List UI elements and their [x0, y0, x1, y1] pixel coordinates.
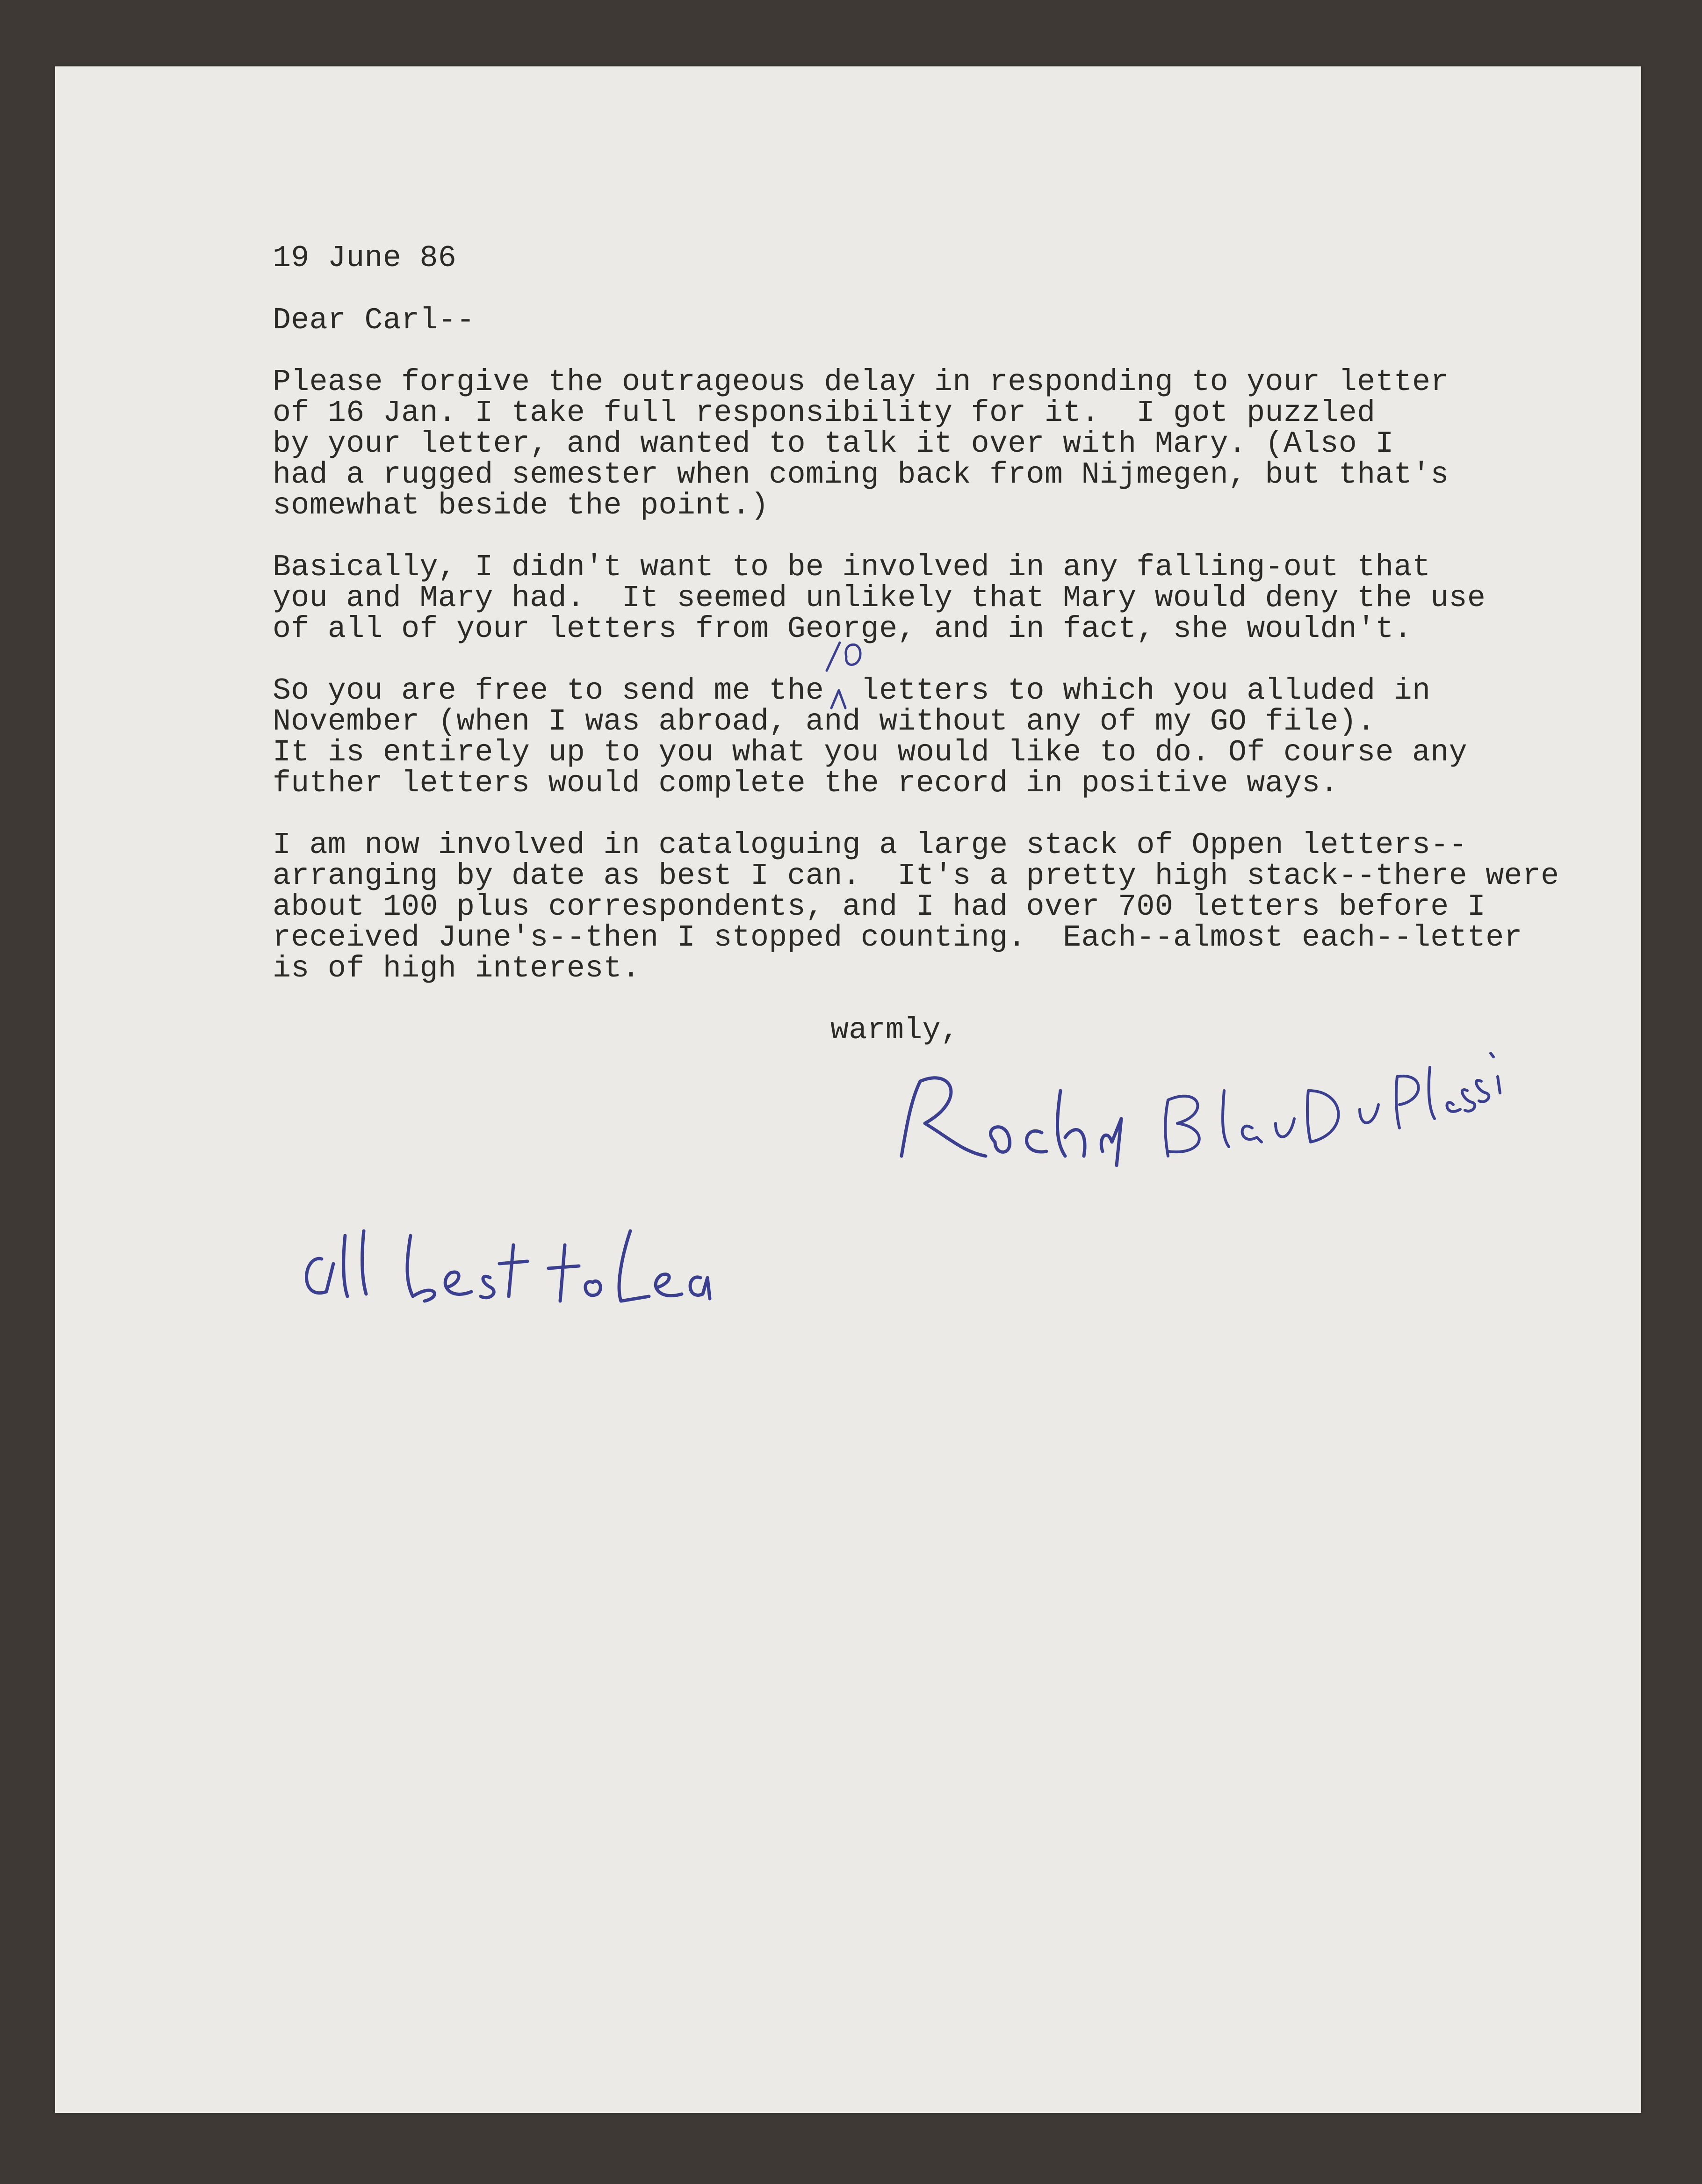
handwritten-postscript — [294, 1208, 714, 1320]
body-line: about 100 plus correspondents, and I had over 700 letters before I — [273, 890, 1486, 924]
letter-salutation: Dear Carl-- — [273, 303, 475, 338]
body-line: So you are free to send me the letters to which you alluded in — [273, 673, 1431, 708]
letter-page — [55, 66, 1641, 2113]
body-line: of all of your letters from George, and in fact, she wouldn't. — [273, 612, 1412, 646]
body-line: had a rugged semester when coming back from Nijmegen, but that's — [273, 457, 1449, 492]
body-line: somewhat beside the point.) — [273, 488, 769, 523]
letter-closing: warmly, — [830, 1013, 959, 1048]
body-line: Please forgive the outrageous delay in responding to your letter — [273, 365, 1449, 399]
handwritten-signature — [887, 1049, 1509, 1184]
body-line: It is entirely up to you what you would like to do. Of course any — [273, 735, 1467, 770]
handwritten-insertion-mark — [817, 638, 883, 713]
body-line: you and Mary had. It seemed unlikely that Mary would deny the use — [273, 581, 1486, 615]
body-line: of 16 Jan. I take full responsibility for it. I got puzzled — [273, 396, 1376, 430]
body-line: November (when I was abroad, and without any of my GO file). — [273, 704, 1376, 739]
body-line: is of high interest. — [273, 951, 641, 986]
body-line: by your letter, and wanted to talk it over with Mary. (Also I — [273, 427, 1394, 461]
body-line: arranging by date as best I can. It's a pretty high stack--there were — [273, 859, 1559, 893]
body-line: futher letters would complete the record in positive ways. — [273, 766, 1339, 801]
body-line: Basically, I didn't want to be involved in any falling-out that — [273, 550, 1431, 585]
body-line: received June's--then I stopped counting. Each--almost each--letter — [273, 920, 1522, 955]
body-line: I am now involved in cataloguing a large stack of Oppen letters-- — [273, 828, 1467, 862]
letter-date: 19 June 86 — [273, 241, 457, 275]
